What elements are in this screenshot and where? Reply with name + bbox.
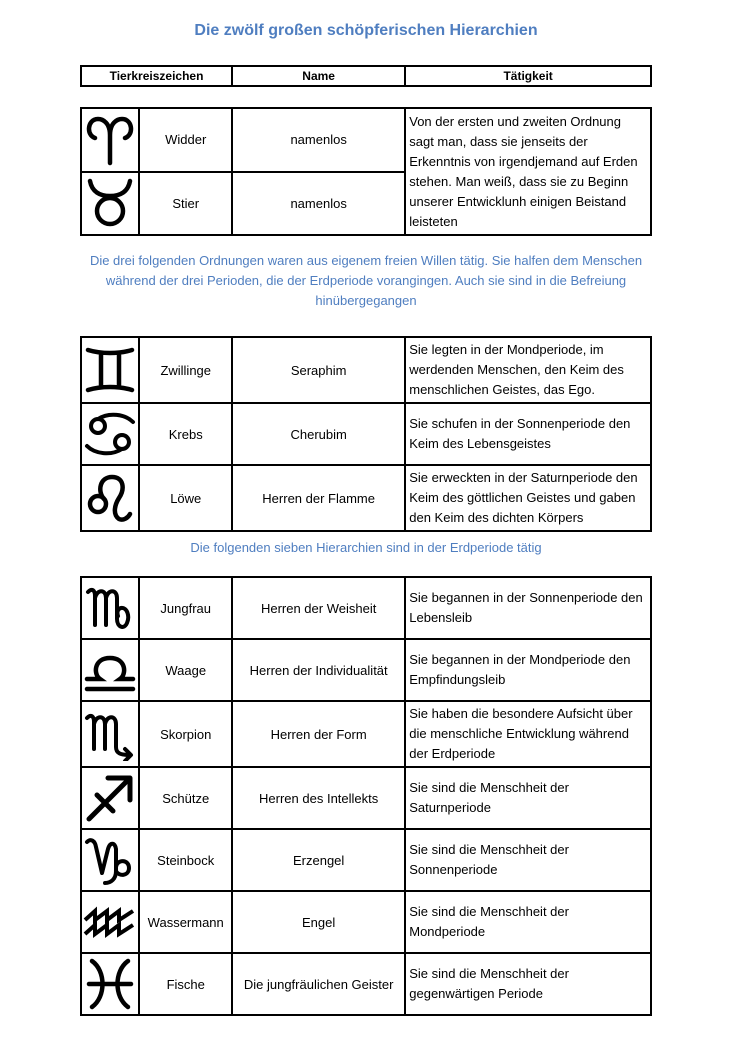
hierarchy-name: namenlos (232, 172, 405, 236)
table-row (81, 577, 651, 639)
header-name: Name (232, 66, 405, 86)
pisces-icon (81, 953, 139, 1015)
sign-name: Jungfrau (139, 577, 232, 639)
cancer-icon (81, 403, 139, 465)
hierarchy-name: Die jungfräulichen Geister (232, 953, 405, 1015)
table-row (81, 337, 651, 403)
hierarchy-table-1 (80, 107, 652, 236)
page-title: Die zwölf großen schöpferischen Hierarchien (194, 22, 538, 39)
sign-name: Widder (139, 108, 232, 172)
hierarchy-table-2 (80, 336, 652, 532)
hierarchy-name: Herren der Weisheit (232, 577, 405, 639)
activity-text: Sie sind die Menschheit der Mondperiode (405, 891, 651, 953)
table-row (81, 701, 651, 767)
sign-name: Steinbock (139, 829, 232, 891)
hierarchy-name: Erzengel (232, 829, 405, 891)
hierarchy-name: namenlos (232, 108, 405, 172)
intro-text: Die folgenden sieben Hierarchien sind in der Erdperiode tätig (190, 540, 542, 555)
hierarchy-name: Herren des Intellekts (232, 767, 405, 829)
activity-text: Sie schufen in der Sonnenperiode den Keim des Lebensgeistes (405, 403, 651, 465)
header-table (80, 65, 652, 87)
sign-name: Krebs (139, 403, 232, 465)
sagittarius-icon (81, 767, 139, 829)
taurus-icon (81, 172, 139, 236)
sign-name: Waage (139, 639, 232, 701)
sign-name: Fische (139, 953, 232, 1015)
aquarius-icon (81, 891, 139, 953)
sign-name: Wassermann (139, 891, 232, 953)
table-row (81, 403, 651, 465)
sign-name: Löwe (139, 465, 232, 531)
sign-name: Zwillinge (139, 337, 232, 403)
table-row (81, 953, 651, 1015)
scorpio-icon (81, 701, 139, 767)
sign-name: Skorpion (139, 701, 232, 767)
hierarchy-name: Seraphim (232, 337, 405, 403)
hierarchy-name: Cherubim (232, 403, 405, 465)
capricorn-icon (81, 829, 139, 891)
table-row (81, 891, 651, 953)
hierarchy-name: Engel (232, 891, 405, 953)
header-sign: Tierkreiszeichen (81, 66, 232, 86)
gemini-icon (81, 337, 139, 403)
activity-text: Sie begannen in der Mondperiode den Empfindungsleib (405, 639, 651, 701)
sign-name: Stier (139, 172, 232, 236)
hierarchy-name: Herren der Individualität (232, 639, 405, 701)
activity-text: Sie haben die besondere Aufsicht über die menschliche Entwicklung während der Erdperiode (405, 701, 651, 767)
table-row (81, 639, 651, 701)
hierarchy-name: Herren der Form (232, 701, 405, 767)
activity-text: Sie sind die Menschheit der Saturnperiode (405, 767, 651, 829)
hierarchy-name: Herren der Flamme (232, 465, 405, 531)
table-row (81, 829, 651, 891)
leo-icon (81, 465, 139, 531)
activity-text: Sie sind die Menschheit der gegenwärtigen Periode (405, 953, 651, 1015)
table-row (81, 465, 651, 531)
virgo-icon (81, 577, 139, 639)
hierarchy-table-3 (80, 576, 652, 1016)
table-row (81, 767, 651, 829)
activity-text: Sie legten in der Mondperiode, im werdenden Menschen, den Keim des menschlichen Geistes, das Ego. (405, 337, 651, 403)
sign-name: Schütze (139, 767, 232, 829)
header-activity: Tätigkeit (405, 66, 651, 86)
activity-text: Sie sind die Menschheit der Sonnenperiode (405, 829, 651, 891)
intro-text: Die drei folgenden Ordnungen waren aus eigenem freien Willen tätig. Sie halfen dem Menschen während der drei Perioden, die der Erdperiode vorangingen. Auch sie sind in die Befreiung hinübergegangen (89, 253, 643, 308)
table-row (81, 108, 651, 172)
activity-text: Von der ersten und zweiten Ordnung sagt man, dass sie jenseits der Erkenntnis von irgendjemand auf Erden stehen. Man weiß, dass sie zu Beginn unserer Entwicklunh einigen Beistand leisteten (405, 108, 651, 235)
activity-text: Sie erweckten in der Saturnperiode den Keim des göttlichen Geistes und gaben den Keim des dichten Körpers (405, 465, 651, 531)
aries-icon (81, 108, 139, 172)
libra-icon (81, 639, 139, 701)
activity-text: Sie begannen in der Sonnenperiode den Lebensleib (405, 577, 651, 639)
